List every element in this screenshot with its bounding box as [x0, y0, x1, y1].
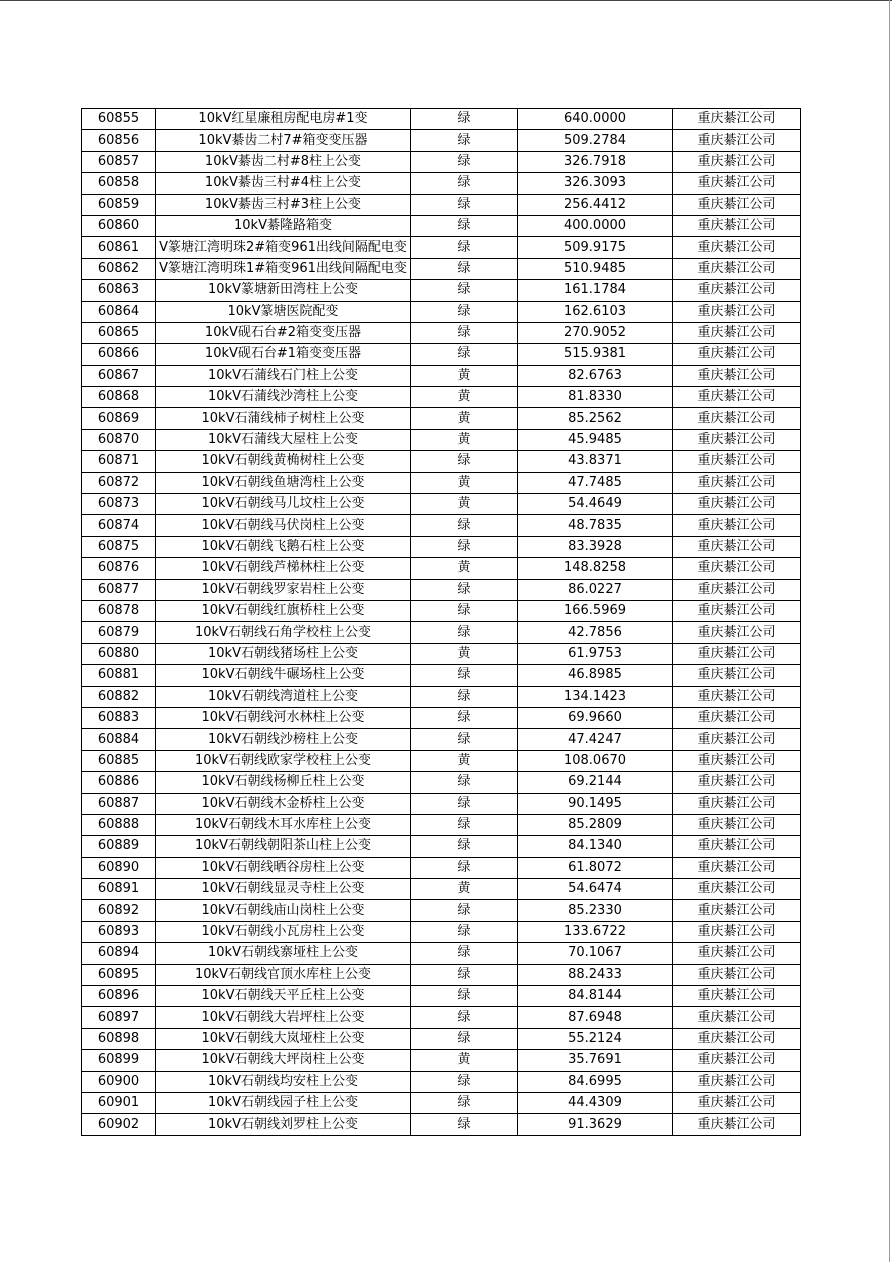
table-row [82, 515, 801, 536]
transformer-name-cell: 10kV石朝线湾道柱上公变 [156, 686, 411, 707]
row-id-cell: 60858 [82, 173, 156, 194]
status-level-cell: 绿 [411, 280, 518, 301]
value-cell: 46.8985 [518, 665, 673, 686]
value-cell: 81.8330 [518, 387, 673, 408]
row-id-cell: 60895 [82, 964, 156, 985]
company-cell: 重庆綦江公司 [673, 215, 801, 236]
company-cell: 重庆綦江公司 [673, 1028, 801, 1049]
table-row [82, 943, 801, 964]
status-level-cell: 绿 [411, 814, 518, 835]
status-level-cell: 绿 [411, 322, 518, 343]
row-id-cell: 60897 [82, 1007, 156, 1028]
value-cell: 90.1495 [518, 793, 673, 814]
value-cell: 270.9052 [518, 322, 673, 343]
company-cell: 重庆綦江公司 [673, 729, 801, 750]
company-cell: 重庆綦江公司 [673, 814, 801, 835]
table-row [82, 900, 801, 921]
value-cell: 69.9660 [518, 707, 673, 728]
company-cell: 重庆綦江公司 [673, 408, 801, 429]
status-level-cell: 黄 [411, 558, 518, 579]
transformer-name-cell: 10kV綦齿二村#8柱上公变 [156, 151, 411, 172]
table-row [82, 558, 801, 579]
company-cell: 重庆綦江公司 [673, 600, 801, 621]
company-cell: 重庆綦江公司 [673, 707, 801, 728]
status-level-cell: 绿 [411, 194, 518, 215]
table-row [82, 836, 801, 857]
transformer-name-cell: 10kV石朝线大岩坪柱上公变 [156, 1007, 411, 1028]
transformer-name-cell: 10kV石朝线庙山岗柱上公变 [156, 900, 411, 921]
table-row [82, 130, 801, 151]
table-row [82, 1114, 801, 1135]
value-cell: 515.9381 [518, 344, 673, 365]
transformer-name-cell: 10kV綦齿三村#3柱上公变 [156, 194, 411, 215]
table-row [82, 707, 801, 728]
company-cell: 重庆綦江公司 [673, 429, 801, 450]
transformer-name-cell: 10kV石朝线园子柱上公变 [156, 1092, 411, 1113]
table-row [82, 1092, 801, 1113]
transformer-name-cell: 10kV石朝线均安柱上公变 [156, 1071, 411, 1092]
value-cell: 108.0670 [518, 750, 673, 771]
company-cell: 重庆綦江公司 [673, 344, 801, 365]
row-id-cell: 60878 [82, 600, 156, 621]
row-id-cell: 60888 [82, 814, 156, 835]
table-row [82, 365, 801, 386]
status-level-cell: 绿 [411, 986, 518, 1007]
transformer-name-cell: 10kV石朝线河水林柱上公变 [156, 707, 411, 728]
transformer-name-cell: V篆塘江湾明珠1#箱变961出线间隔配电变 [156, 258, 411, 279]
row-id-cell: 60871 [82, 451, 156, 472]
table-row [82, 258, 801, 279]
row-id-cell: 60882 [82, 686, 156, 707]
company-cell: 重庆綦江公司 [673, 301, 801, 322]
row-id-cell: 60883 [82, 707, 156, 728]
transformer-name-cell: 10kV石朝线木金桥柱上公变 [156, 793, 411, 814]
row-id-cell: 60884 [82, 729, 156, 750]
value-cell: 47.7485 [518, 472, 673, 493]
company-cell: 重庆綦江公司 [673, 109, 801, 130]
company-cell: 重庆綦江公司 [673, 1050, 801, 1071]
row-id-cell: 60893 [82, 921, 156, 942]
table-row [82, 622, 801, 643]
status-level-cell: 绿 [411, 857, 518, 878]
value-cell: 84.1340 [518, 836, 673, 857]
status-level-cell: 绿 [411, 1092, 518, 1113]
page-top-border [0, 0, 892, 1]
value-cell: 133.6722 [518, 921, 673, 942]
transformer-name-cell: 10kV石朝线芦梯林柱上公变 [156, 558, 411, 579]
table-row [82, 280, 801, 301]
value-cell: 87.6948 [518, 1007, 673, 1028]
transformer-name-cell: 10kV石蒲线大屋柱上公变 [156, 429, 411, 450]
status-level-cell: 黄 [411, 494, 518, 515]
row-id-cell: 60899 [82, 1050, 156, 1071]
row-id-cell: 60898 [82, 1028, 156, 1049]
table-row [82, 986, 801, 1007]
status-level-cell: 绿 [411, 921, 518, 942]
transformer-name-cell: V篆塘江湾明珠2#箱变961出线间隔配电变 [156, 237, 411, 258]
company-cell: 重庆綦江公司 [673, 836, 801, 857]
row-id-cell: 60873 [82, 494, 156, 515]
transformer-name-cell: 10kV綦隆路箱变 [156, 215, 411, 236]
status-level-cell: 绿 [411, 151, 518, 172]
status-level-cell: 绿 [411, 515, 518, 536]
table-row [82, 451, 801, 472]
row-id-cell: 60856 [82, 130, 156, 151]
company-cell: 重庆綦江公司 [673, 879, 801, 900]
status-level-cell: 绿 [411, 130, 518, 151]
status-level-cell: 绿 [411, 109, 518, 130]
company-cell: 重庆綦江公司 [673, 237, 801, 258]
company-cell: 重庆綦江公司 [673, 622, 801, 643]
transformer-name-cell: 10kV石朝线刘罗柱上公变 [156, 1114, 411, 1135]
status-level-cell: 绿 [411, 836, 518, 857]
status-level-cell: 绿 [411, 772, 518, 793]
company-cell: 重庆綦江公司 [673, 986, 801, 1007]
row-id-cell: 60889 [82, 836, 156, 857]
status-level-cell: 绿 [411, 622, 518, 643]
value-cell: 54.6474 [518, 879, 673, 900]
row-id-cell: 60867 [82, 365, 156, 386]
company-cell: 重庆綦江公司 [673, 173, 801, 194]
row-id-cell: 60874 [82, 515, 156, 536]
status-level-cell: 绿 [411, 1007, 518, 1028]
status-level-cell: 绿 [411, 1071, 518, 1092]
transformer-name-cell: 10kV石朝线沙榜柱上公变 [156, 729, 411, 750]
transformer-name-cell: 10kV石朝线红旗桥柱上公变 [156, 600, 411, 621]
transformer-name-cell: 10kV石朝线杨柳丘柱上公变 [156, 772, 411, 793]
page-right-border [889, 0, 890, 1262]
table-row [82, 643, 801, 664]
row-id-cell: 60891 [82, 879, 156, 900]
status-level-cell: 绿 [411, 215, 518, 236]
status-level-cell: 黄 [411, 408, 518, 429]
status-level-cell: 绿 [411, 301, 518, 322]
status-level-cell: 黄 [411, 365, 518, 386]
company-cell: 重庆綦江公司 [673, 686, 801, 707]
status-level-cell: 绿 [411, 686, 518, 707]
status-level-cell: 黄 [411, 429, 518, 450]
table-row [82, 322, 801, 343]
table-row [82, 857, 801, 878]
value-cell: 35.7691 [518, 1050, 673, 1071]
value-cell: 61.8072 [518, 857, 673, 878]
transformer-name-cell: 10kV篆塘新田湾柱上公变 [156, 280, 411, 301]
status-level-cell: 黄 [411, 750, 518, 771]
value-cell: 83.3928 [518, 536, 673, 557]
transformer-name-cell: 10kV石蒲线柿子树柱上公变 [156, 408, 411, 429]
transformer-name-cell: 10kV砚石台#2箱变变压器 [156, 322, 411, 343]
status-level-cell: 绿 [411, 964, 518, 985]
value-cell: 509.9175 [518, 237, 673, 258]
transformer-name-cell: 10kV红星廉租房配电房#1变 [156, 109, 411, 130]
row-id-cell: 60892 [82, 900, 156, 921]
value-cell: 256.4412 [518, 194, 673, 215]
row-id-cell: 60866 [82, 344, 156, 365]
row-id-cell: 60886 [82, 772, 156, 793]
table-row [82, 686, 801, 707]
value-cell: 45.9485 [518, 429, 673, 450]
company-cell: 重庆綦江公司 [673, 451, 801, 472]
transformer-name-cell: 10kV石朝线大岚垭柱上公变 [156, 1028, 411, 1049]
transformer-name-cell: 10kV石朝线晒谷房柱上公变 [156, 857, 411, 878]
status-level-cell: 黄 [411, 879, 518, 900]
status-level-cell: 绿 [411, 793, 518, 814]
table-body [82, 109, 801, 1136]
company-cell: 重庆綦江公司 [673, 536, 801, 557]
table-row [82, 1007, 801, 1028]
transformer-name-cell: 10kV石朝线天平丘柱上公变 [156, 986, 411, 1007]
transformer-name-cell: 10kV石朝线木耳水库柱上公变 [156, 814, 411, 835]
company-cell: 重庆綦江公司 [673, 793, 801, 814]
value-cell: 70.1067 [518, 943, 673, 964]
table-row [82, 1071, 801, 1092]
value-cell: 86.0227 [518, 579, 673, 600]
company-cell: 重庆綦江公司 [673, 558, 801, 579]
value-cell: 55.2124 [518, 1028, 673, 1049]
value-cell: 43.8371 [518, 451, 673, 472]
value-cell: 48.7835 [518, 515, 673, 536]
value-cell: 85.2562 [518, 408, 673, 429]
row-id-cell: 60865 [82, 322, 156, 343]
row-id-cell: 60877 [82, 579, 156, 600]
table-row [82, 408, 801, 429]
value-cell: 326.3093 [518, 173, 673, 194]
transformer-name-cell: 10kV石朝线马儿坟柱上公变 [156, 494, 411, 515]
transformer-table [81, 108, 801, 1136]
row-id-cell: 60859 [82, 194, 156, 215]
table-row [82, 194, 801, 215]
table-row [82, 494, 801, 515]
transformer-name-cell: 10kV石朝线欧家学校柱上公变 [156, 750, 411, 771]
table-row [82, 429, 801, 450]
status-level-cell: 绿 [411, 451, 518, 472]
table-row [82, 301, 801, 322]
transformer-name-cell: 10kV石朝线寨垭柱上公变 [156, 943, 411, 964]
table-row [82, 536, 801, 557]
transformer-name-cell: 10kV石朝线大坪岗柱上公变 [156, 1050, 411, 1071]
status-level-cell: 绿 [411, 536, 518, 557]
row-id-cell: 60855 [82, 109, 156, 130]
table-row [82, 173, 801, 194]
value-cell: 42.7856 [518, 622, 673, 643]
status-level-cell: 黄 [411, 1050, 518, 1071]
status-level-cell: 绿 [411, 729, 518, 750]
value-cell: 44.4309 [518, 1092, 673, 1113]
row-id-cell: 60896 [82, 986, 156, 1007]
row-id-cell: 60870 [82, 429, 156, 450]
company-cell: 重庆綦江公司 [673, 387, 801, 408]
transformer-name-cell: 10kV石朝线小瓦房柱上公变 [156, 921, 411, 942]
company-cell: 重庆綦江公司 [673, 1092, 801, 1113]
value-cell: 509.2784 [518, 130, 673, 151]
value-cell: 69.2144 [518, 772, 673, 793]
company-cell: 重庆綦江公司 [673, 515, 801, 536]
status-level-cell: 黄 [411, 643, 518, 664]
table-row [82, 729, 801, 750]
company-cell: 重庆綦江公司 [673, 857, 801, 878]
value-cell: 61.9753 [518, 643, 673, 664]
value-cell: 166.5969 [518, 600, 673, 621]
row-id-cell: 60894 [82, 943, 156, 964]
table-row [82, 1050, 801, 1071]
transformer-name-cell: 10kV綦齿二村7#箱变变压器 [156, 130, 411, 151]
table-row [82, 387, 801, 408]
value-cell: 640.0000 [518, 109, 673, 130]
transformer-name-cell: 10kV石朝线官顶水库柱上公变 [156, 964, 411, 985]
company-cell: 重庆綦江公司 [673, 130, 801, 151]
transformer-name-cell: 10kV石蒲线石门柱上公变 [156, 365, 411, 386]
status-level-cell: 绿 [411, 1028, 518, 1049]
status-level-cell: 绿 [411, 900, 518, 921]
row-id-cell: 60900 [82, 1071, 156, 1092]
row-id-cell: 60885 [82, 750, 156, 771]
table-row [82, 344, 801, 365]
status-level-cell: 黄 [411, 472, 518, 493]
table-row [82, 964, 801, 985]
value-cell: 82.6763 [518, 365, 673, 386]
transformer-name-cell: 10kV石蒲线沙湾柱上公变 [156, 387, 411, 408]
row-id-cell: 60872 [82, 472, 156, 493]
transformer-name-cell: 10kV綦齿三村#4柱上公变 [156, 173, 411, 194]
row-id-cell: 60861 [82, 237, 156, 258]
table-row [82, 579, 801, 600]
company-cell: 重庆綦江公司 [673, 665, 801, 686]
company-cell: 重庆綦江公司 [673, 258, 801, 279]
status-level-cell: 绿 [411, 579, 518, 600]
status-level-cell: 绿 [411, 665, 518, 686]
status-level-cell: 绿 [411, 943, 518, 964]
value-cell: 162.6103 [518, 301, 673, 322]
row-id-cell: 60863 [82, 280, 156, 301]
transformer-name-cell: 10kV篆塘医院配变 [156, 301, 411, 322]
transformer-name-cell: 10kV石朝线鱼塘湾柱上公变 [156, 472, 411, 493]
transformer-name-cell: 10kV石朝线石角学校柱上公变 [156, 622, 411, 643]
value-cell: 85.2330 [518, 900, 673, 921]
value-cell: 134.1423 [518, 686, 673, 707]
company-cell: 重庆綦江公司 [673, 964, 801, 985]
row-id-cell: 60887 [82, 793, 156, 814]
company-cell: 重庆綦江公司 [673, 365, 801, 386]
value-cell: 84.6995 [518, 1071, 673, 1092]
row-id-cell: 60857 [82, 151, 156, 172]
status-level-cell: 绿 [411, 344, 518, 365]
company-cell: 重庆綦江公司 [673, 472, 801, 493]
status-level-cell: 绿 [411, 1114, 518, 1135]
transformer-name-cell: 10kV石朝线罗家岩柱上公变 [156, 579, 411, 600]
status-level-cell: 绿 [411, 707, 518, 728]
company-cell: 重庆綦江公司 [673, 151, 801, 172]
value-cell: 85.2809 [518, 814, 673, 835]
table-row [82, 151, 801, 172]
table-row [82, 472, 801, 493]
table-row [82, 879, 801, 900]
transformer-name-cell: 10kV石朝线牛碾场柱上公变 [156, 665, 411, 686]
value-cell: 326.7918 [518, 151, 673, 172]
row-id-cell: 60860 [82, 215, 156, 236]
table-row [82, 109, 801, 130]
company-cell: 重庆綦江公司 [673, 643, 801, 664]
company-cell: 重庆綦江公司 [673, 943, 801, 964]
table-row [82, 772, 801, 793]
row-id-cell: 60864 [82, 301, 156, 322]
company-cell: 重庆綦江公司 [673, 1114, 801, 1135]
transformer-name-cell: 10kV石朝线朝阳茶山柱上公变 [156, 836, 411, 857]
table-row [82, 793, 801, 814]
row-id-cell: 60868 [82, 387, 156, 408]
row-id-cell: 60881 [82, 665, 156, 686]
table-row [82, 665, 801, 686]
value-cell: 88.2433 [518, 964, 673, 985]
company-cell: 重庆綦江公司 [673, 579, 801, 600]
table-row [82, 237, 801, 258]
row-id-cell: 60879 [82, 622, 156, 643]
company-cell: 重庆綦江公司 [673, 772, 801, 793]
value-cell: 400.0000 [518, 215, 673, 236]
status-level-cell: 绿 [411, 600, 518, 621]
value-cell: 148.8258 [518, 558, 673, 579]
company-cell: 重庆綦江公司 [673, 921, 801, 942]
status-level-cell: 绿 [411, 258, 518, 279]
table-row [82, 750, 801, 771]
row-id-cell: 60869 [82, 408, 156, 429]
row-id-cell: 60890 [82, 857, 156, 878]
transformer-name-cell: 10kV砚石台#1箱变变压器 [156, 344, 411, 365]
company-cell: 重庆綦江公司 [673, 900, 801, 921]
value-cell: 161.1784 [518, 280, 673, 301]
status-level-cell: 绿 [411, 173, 518, 194]
table-row [82, 921, 801, 942]
company-cell: 重庆綦江公司 [673, 280, 801, 301]
company-cell: 重庆綦江公司 [673, 194, 801, 215]
value-cell: 84.8144 [518, 986, 673, 1007]
row-id-cell: 60876 [82, 558, 156, 579]
value-cell: 54.4649 [518, 494, 673, 515]
table-row [82, 215, 801, 236]
row-id-cell: 60862 [82, 258, 156, 279]
company-cell: 重庆綦江公司 [673, 1007, 801, 1028]
transformer-name-cell: 10kV石朝线黄桷树柱上公变 [156, 451, 411, 472]
transformer-name-cell: 10kV石朝线马伏岗柱上公变 [156, 515, 411, 536]
company-cell: 重庆綦江公司 [673, 494, 801, 515]
company-cell: 重庆綦江公司 [673, 322, 801, 343]
status-level-cell: 黄 [411, 387, 518, 408]
row-id-cell: 60880 [82, 643, 156, 664]
value-cell: 47.4247 [518, 729, 673, 750]
row-id-cell: 60902 [82, 1114, 156, 1135]
table-row [82, 1028, 801, 1049]
transformer-name-cell: 10kV石朝线飞鹅石柱上公变 [156, 536, 411, 557]
value-cell: 510.9485 [518, 258, 673, 279]
transformer-name-cell: 10kV石朝线猪场柱上公变 [156, 643, 411, 664]
company-cell: 重庆綦江公司 [673, 1071, 801, 1092]
table-row [82, 600, 801, 621]
row-id-cell: 60901 [82, 1092, 156, 1113]
company-cell: 重庆綦江公司 [673, 750, 801, 771]
status-level-cell: 绿 [411, 237, 518, 258]
row-id-cell: 60875 [82, 536, 156, 557]
table-row [82, 814, 801, 835]
transformer-name-cell: 10kV石朝线显灵寺柱上公变 [156, 879, 411, 900]
value-cell: 91.3629 [518, 1114, 673, 1135]
